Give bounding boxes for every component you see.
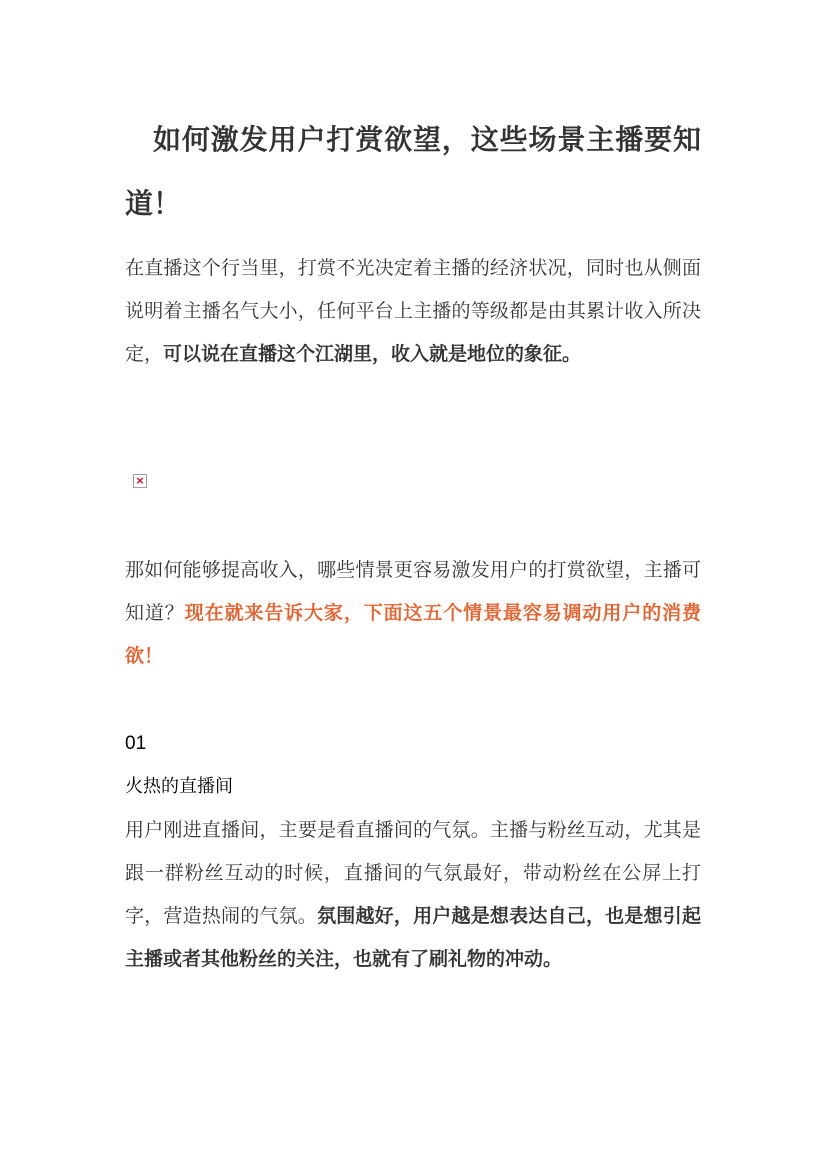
highlight-text: 现在就来告诉大家，下面这五个情景最容易调动用户的消费欲！ — [125, 602, 701, 667]
section-text: 用户刚进直播间，主要是看直播间的气氛。主播与粉丝互动，尤其是跟一群粉丝互动的时候，直播间的气氛最好，带动粉丝在公屏上打字，营造热闹的气氛。 — [125, 819, 701, 927]
intro-text: 在直播这个行当里，打赏不光决定着主播的经济状况，同时也从侧面说明着主播名气大小，任何平台上主播的等级都是由其累计收入所决定， — [125, 257, 701, 365]
second-text: 那如何能够提高收入，哪些情景更容易激发用户的打赏欲望，主播可知道？ — [125, 559, 701, 624]
section-title: 火热的直播间 — [125, 776, 233, 797]
intro-paragraph — [125, 247, 701, 376]
article-title: 如何激发用户打赏欲望，这些场景主播要知道！ — [125, 123, 701, 220]
broken-image-icon — [133, 474, 147, 488]
broken-image-glyph: × — [135, 474, 145, 487]
section-bold-text: 氛围越好，用户越是想表达自己，也是想引起主播或者其他粉丝的关注，也就有了刷礼物的冲动。 — [125, 905, 701, 970]
section-number: 01 — [125, 733, 147, 754]
intro-bold-text: 可以说在直播这个江湖里，收入就是地位的象征。 — [163, 343, 582, 365]
section-paragraph — [125, 809, 701, 981]
second-paragraph — [125, 549, 701, 678]
